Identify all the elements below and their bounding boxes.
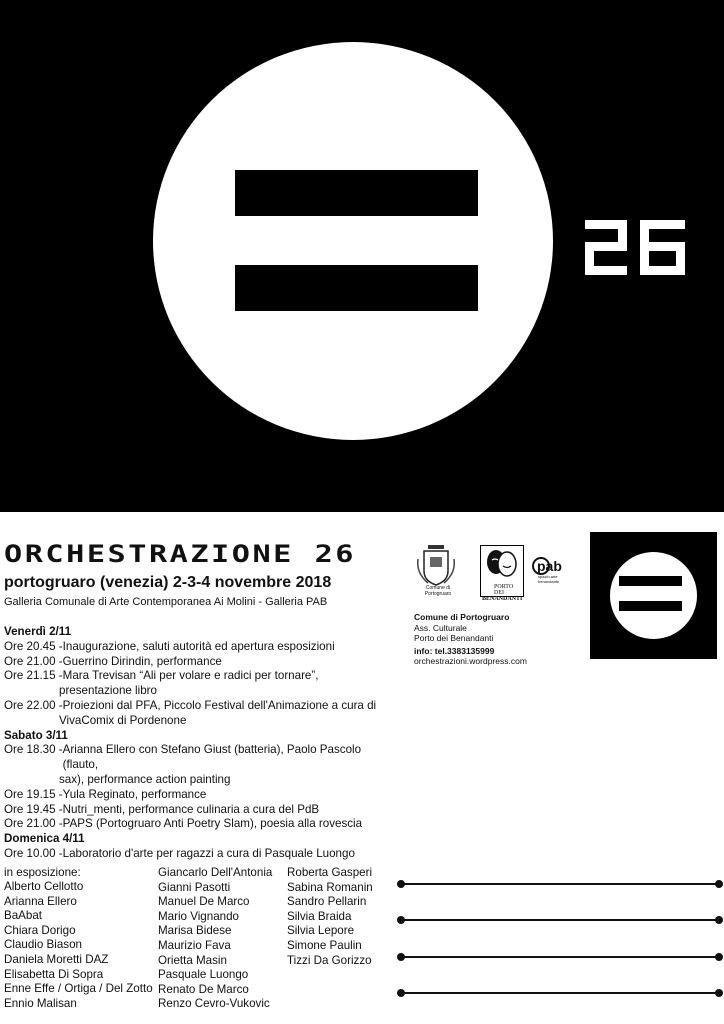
artist-name: Enne Effe / Ortiga / Del Zotto [4,982,153,996]
schedule-entry [4,640,394,655]
artist-name: Arianna Ellero [4,894,77,908]
artist-name: Sandro Pellarin [287,895,367,909]
artist-name: Mario Vignando [158,909,239,923]
artist-name: Pasquale Luongo [158,968,249,982]
artist-name: Renato De Marco [158,982,249,996]
comune-logo-label: Comune di Portogruaro [424,585,452,597]
event-venue: Galleria Comunale di Arte Contemporanea Ai Molini - Galleria PAB [4,596,328,608]
number-26-graphic [585,220,685,275]
artist-name: Roberta Gasperi [287,866,373,879]
artist-name: Marisa Bidese [158,924,232,938]
decorative-line [400,956,720,958]
schedule-description-continued: sax), performance action painting [59,772,231,786]
artists-label: in esposizione: [4,866,81,879]
schedule-time: Ore 18.30 - [4,743,63,757]
small-equals-circle [610,552,697,639]
contact-info [414,646,527,666]
artist-name: Gianni Pasotti [158,880,231,894]
schedule-description: Yula Reginato, performance [62,787,207,801]
artist-name: Alberto Cellotto [4,880,84,893]
schedule-day-heading: Sabato 3/11 [4,728,68,742]
schedule [4,625,394,862]
schedule-description: Nutri_menti, performance culinaria a cura del PdB [62,802,320,816]
artist-name: BaAbat [4,909,43,923]
equals-bar-top [235,170,478,216]
organizer-line-3: Porto dei Benandanti [414,633,494,643]
decorative-line [400,919,720,921]
schedule-entry [4,655,394,670]
organizers [414,612,509,644]
schedule-time: Ore 10.00 - [4,846,63,860]
pab-logo-graphic [532,556,576,576]
decorative-line [400,992,720,994]
contact-website: orchestrazioni.wordpress.com [414,656,527,666]
artist-name: Sabina Romanin [287,880,373,894]
small-equals-bar-bottom [619,601,682,611]
pab-logo-text: pab [537,558,562,574]
schedule-description-continued: presentazione libro [59,684,157,698]
artist-name: Daniela Moretti DAZ [4,952,109,966]
artist-name: Giancarlo Dell'Antonia [158,866,273,879]
schedule-time: Ore 21.00 - [4,817,63,831]
event-title [4,542,364,571]
organizer-line-1: Comune di Portogruaro [414,612,510,622]
small-equals-bar-top [619,576,682,586]
artists-column-1 [4,880,153,1011]
schedule-entry [4,847,394,862]
artist-name: Silvia Braida [287,909,352,923]
schedule-day-heading: Venerdì 2/11 [4,625,72,638]
porto-logo-label-line2: BENANDANTI [482,596,523,602]
artist-name: Silvia Lepore [287,924,355,938]
schedule-time: Ore 21.15 - [4,669,63,683]
artists-column-2 [158,866,272,1012]
schedule-description: Laboratorio d'arte per ragazzi a cura di Pasquale Luongo [62,846,355,860]
artist-name: Renzo Cevro-Vukovic [158,997,270,1011]
schedule-time: Ore 19.45 - [4,802,63,816]
decorative-line [400,883,720,885]
porto-logo-label-line1: PORTO DEI [494,584,514,596]
schedule-entry [4,743,394,787]
schedule-time: Ore 19.15 - [4,787,63,801]
porto-logo-label [482,584,522,602]
artist-name: Orietta Masin [158,953,227,967]
schedule-description: PAPS (Portogruaro Anti Poetry Slam), poesia alla rovescia [62,817,363,831]
schedule-entry [4,803,394,818]
schedule-description: Inaugurazione, saluti autorità ed apertura esposizioni [62,639,335,653]
event-title-text: ORCHESTRAZIONE 26 [4,542,356,566]
schedule-entry [4,788,394,803]
small-equals-logo [590,532,717,659]
artist-name: Maurizio Fava [158,938,231,952]
schedule-day-heading: Domenica 4/11 [4,832,85,846]
artist-name: Claudio Biason [4,938,82,952]
equals-logo-circle [153,42,553,440]
schedule-description: Arianna Ellero con Stefano Giust (batteria), Paolo Pascolo (flauto, [62,743,362,772]
artists-column-3 [287,866,373,968]
event-title-graphic [4,542,364,566]
organizer-line-2: Ass. Culturale [414,622,467,633]
schedule-description: Guerrino Dirindin, performance [62,654,222,668]
masks-icon [481,546,523,582]
schedule-description: Proiezioni dal PFA, Piccolo Festival dell'Animazione a cura di [62,698,377,712]
artist-name: Elisabetta Di Sopra [4,967,104,981]
artist-name: Ennio Malisan [4,996,77,1010]
schedule-time: Ore 22.00 - [4,698,63,712]
equals-bar-bottom [235,265,478,311]
schedule-entry [4,669,394,699]
artist-name: Manuel De Marco [158,895,250,909]
artist-name: Simone Paulin [287,938,362,952]
schedule-time: Ore 21.00 - [4,654,63,668]
event-subtitle: portogruaro (venezia) 2-3-4 novembre 2018 [4,574,332,591]
schedule-entry [4,817,394,832]
contact-phone: info: tel.3383135999 [414,646,495,656]
schedule-description-continued: VivaComix di Pordenone [59,713,187,727]
schedule-description: Mara Trevisan “Ali per volare e radici per tornare”, [62,669,319,683]
pab-logo-tagline: spazio arte benandante [538,574,560,584]
artist-name: Tizzi Da Gorizzo [287,953,372,967]
artist-name: Chiara Dorigo [4,923,76,937]
schedule-entry [4,699,394,729]
schedule-time: Ore 20.45 - [4,639,63,653]
